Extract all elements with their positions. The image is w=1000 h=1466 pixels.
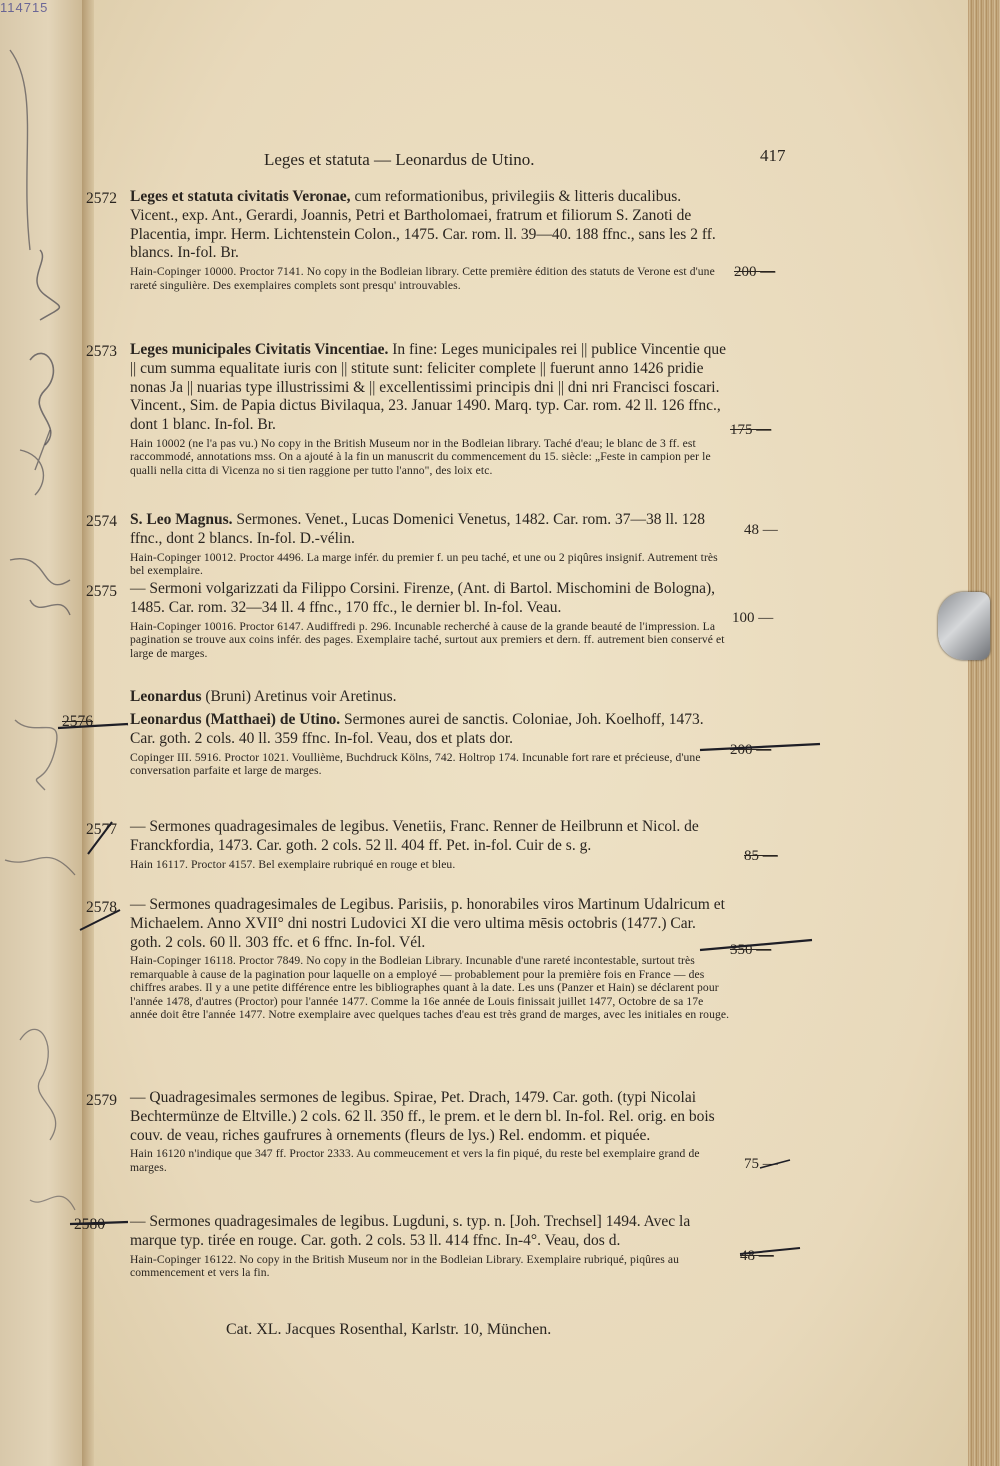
entry-notes: Hain-Copinger 10016. Proctor 6147. Audiffredi p. 296. Incunable recherché à cause de la grande beauté de l'impression. La pagination se trouve aux coins infér. des pages. Exemplaire taché, surtout aux premiers et dern. ff. autrement bien conservé et large de marges.	[130, 619, 725, 660]
entry-number: 2573	[86, 343, 117, 360]
entry-notes: Hain-Copinger 10012. Proctor 4496. La marge infér. du premier f. un peu taché, et une ou 2 piqûres insignif. Autrement très bel exemplaire.	[130, 550, 718, 578]
entry-heading: Leonardus (Matthaei) de Utino.	[130, 711, 341, 728]
entry-price: 48 —	[740, 1248, 774, 1264]
entry-price: 200 —	[734, 264, 776, 280]
entry-number: 2576	[62, 713, 93, 730]
entry-text: — Sermones quadragesimales de legibus. Venetiis, Franc. Renner de Heilbrunn et Nicol. de Franckfordia, 1473. Car. goth. 2 cols. 52 ll. 404 ff. Pet. in-fol. Cuir de s. g.	[130, 818, 699, 854]
entry-price: 48 —	[744, 522, 778, 538]
corner-shelfmark: 114715	[0, 0, 49, 15]
entry-body: In fine: Leges municipales rei || publice Vincentie que || cum summa equalitate iuris con || stitute sunt: feliciter complete || fuerunt anno 1426 pridie nonas Ja || nuarias type illustrissimi & || excellentissimi principis dni || dni nri Francisci foscari. Vincent., Sim. de Papia dictus Bivilaqua, 23. Januar 1490. Marq. typ. Car. rom. 42 ll. 126 ffnc., dont 1 blanc. In-fol. Br.	[130, 341, 727, 434]
entry-notes: Copinger III. 5916. Proctor 1021. Voullième, Buchdruck Kölns, 742. Holtrop 174. Incunable fort rare et précieuse, d'une conversation parfaite et large de marges.	[130, 750, 701, 778]
cross-reference-heading: Leonardus	[130, 688, 202, 705]
entry-price: 175 —	[730, 422, 772, 438]
entry-price: 350 —	[730, 942, 772, 958]
page-footer: Cat. XL. Jacques Rosenthal, Karlstr. 10, München.	[226, 1321, 552, 1338]
entry-notes: Hain-Copinger 16118. Proctor 7849. No copy in the Bodleian Library. Incunable d'une rareté incontestable, surtout très remarquable à cause de la pagination pour laquelle on a employé — probablement pour la première fois en France — des chiffres arabes. Il y a une petite différence entre les bibliographes quant à la date. Les uns (Panzer et Hain) se déclarent pour l'année 1478, d'autres (Proctor) pour l'année 1477. Comme la 16e année de Louis finissait juillet 1477, Octobre de sa 17e année doit être l'année 1477. Notre exemplaire avec quelques taches d'eau est très grand de marges, avec les initiales en rouge.	[130, 954, 730, 1022]
entry-text: — Quadragesimales sermones de legibus. Spirae, Pet. Drach, 1479. Car. goth. (typi Nicolai Bechtermünze de Eltville.) 2 cols. 62 ll. 350 ff., le prem. et le dern bl. In-fol. Rel. orig. en bois couv. de veau, riches gaufrures à ornements (fleurs de lys.) Rel. endomm. et piquée.	[130, 1089, 715, 1144]
running-title: Leges et statuta — Leonardus de Utino.	[264, 150, 535, 169]
entry-body: Sermones aurei de sanctis. Coloniae, Joh. Koelhoff, 1473. Car. goth. 2 cols. 40 ll. 359 ffnc. In-fol. Veau, dos et plats dor.	[130, 711, 704, 747]
entry-body: cum reformationibus, privilegiis & litteris ducalibus. Vicent., exp. Ant., Gerardi, Joannis, Petri et Bartholomaei, fratrum et filiorum S. Zanoti de Placentia, impr. Herm. Lichtenstein Colon., 1475. Car. rom. ll. 39—40. 188 ffnc., sans les 2 ff. blancs. In-fol. Br.	[130, 188, 716, 262]
entry-heading: Leges municipales Civitatis Vincentiae.	[130, 341, 389, 358]
entry-price: 200 —	[730, 742, 772, 758]
entry-text: — Sermones quadragesimales de Legibus. Parisiis, p. honorabiles viros Martinum Udalricum et Michaelem. Anno XVII° dni nostri Ludovici XI die vero ultima mēsis octobris (1477.) Car. goth. 2 cols. 60 ll. 303 ffc. et 6 ffnc. In-fol. Vél.	[130, 896, 725, 951]
entry-number: 2579	[86, 1092, 117, 1109]
entry-number: 2574	[86, 513, 117, 530]
entry-number: 2578	[86, 899, 117, 916]
entry-number: 2577	[86, 821, 117, 838]
entry-number: 2580	[74, 1216, 105, 1233]
entry-number: 2572	[86, 190, 117, 207]
entry-heading: S. Leo Magnus.	[130, 511, 233, 528]
entry-price: 75 —	[744, 1156, 778, 1172]
entry-notes: Hain-Copinger 16122. No copy in the British Museum nor in the Bodleian Library. Exemplaire rubriqué, piqûres au commencement et vers la fin.	[130, 1252, 680, 1280]
entry-heading: Leges et statuta civitatis Veronae,	[130, 188, 351, 205]
entry-price: 100 —	[732, 610, 774, 626]
entry-notes: Hain 16117. Proctor 4157. Bel exemplaire rubriqué en rouge et bleu.	[130, 857, 456, 871]
entry-notes: Hain-Copinger 10000. Proctor 7141. No copy in the Bodleian library. Cette première édition des statuts de Verone est d'une rareté singulière. Des exemplaires complets sont presqu' introuvables.	[130, 265, 715, 292]
entry-price: 85 —	[744, 848, 778, 864]
entry-number: 2575	[86, 583, 117, 600]
entry-notes: Hain 16120 n'indique que 347 ff. Proctor 2333. Au commeucement et vers la fin piqué, du reste bel exemplaire grand de marges.	[130, 1147, 700, 1174]
entry-text: — Sermoni volgarizzati da Filippo Corsini. Firenze, (Ant. di Bartol. Mischomini de Bologna), 1485. Car. rom. 32—34 ll. 4 ffnc., 170 ffc., le dernier bl. In-fol. Veau.	[130, 580, 716, 616]
page-number: 417	[760, 146, 786, 165]
entry-notes: Hain 10002 (ne l'a pas vu.) No copy in the British Museum nor in the Bodleian library. Taché d'eau; le blanc de 3 ff. est raccommodé, annotations mss. On a ajouté à la fin un manuscrit du commencement du 15. siècle: „Feste in campion per le qualli nella citta di Vicenza no si tien raggione per tutto l'anno", des loix etc.	[130, 436, 711, 477]
cross-reference-text: (Bruni) Aretinus voir Aretinus.	[205, 688, 397, 705]
entry-text: — Sermones quadragesimales de legibus. Lugduni, s. typ. n. [Joh. Trechsel] 1494. Avec la marque typ. tirée en rouge. Car. goth. 2 cols. 53 ll. 414 ffnc. In-4°. Veau, dos d.	[130, 1213, 691, 1249]
entry-body: Sermones. Venet., Lucas Domenici Venetus, 1482. Car. rom. 37—38 ll. 128 ffnc., dont 2 blancs. In-fol. D.-vélin.	[130, 511, 706, 547]
